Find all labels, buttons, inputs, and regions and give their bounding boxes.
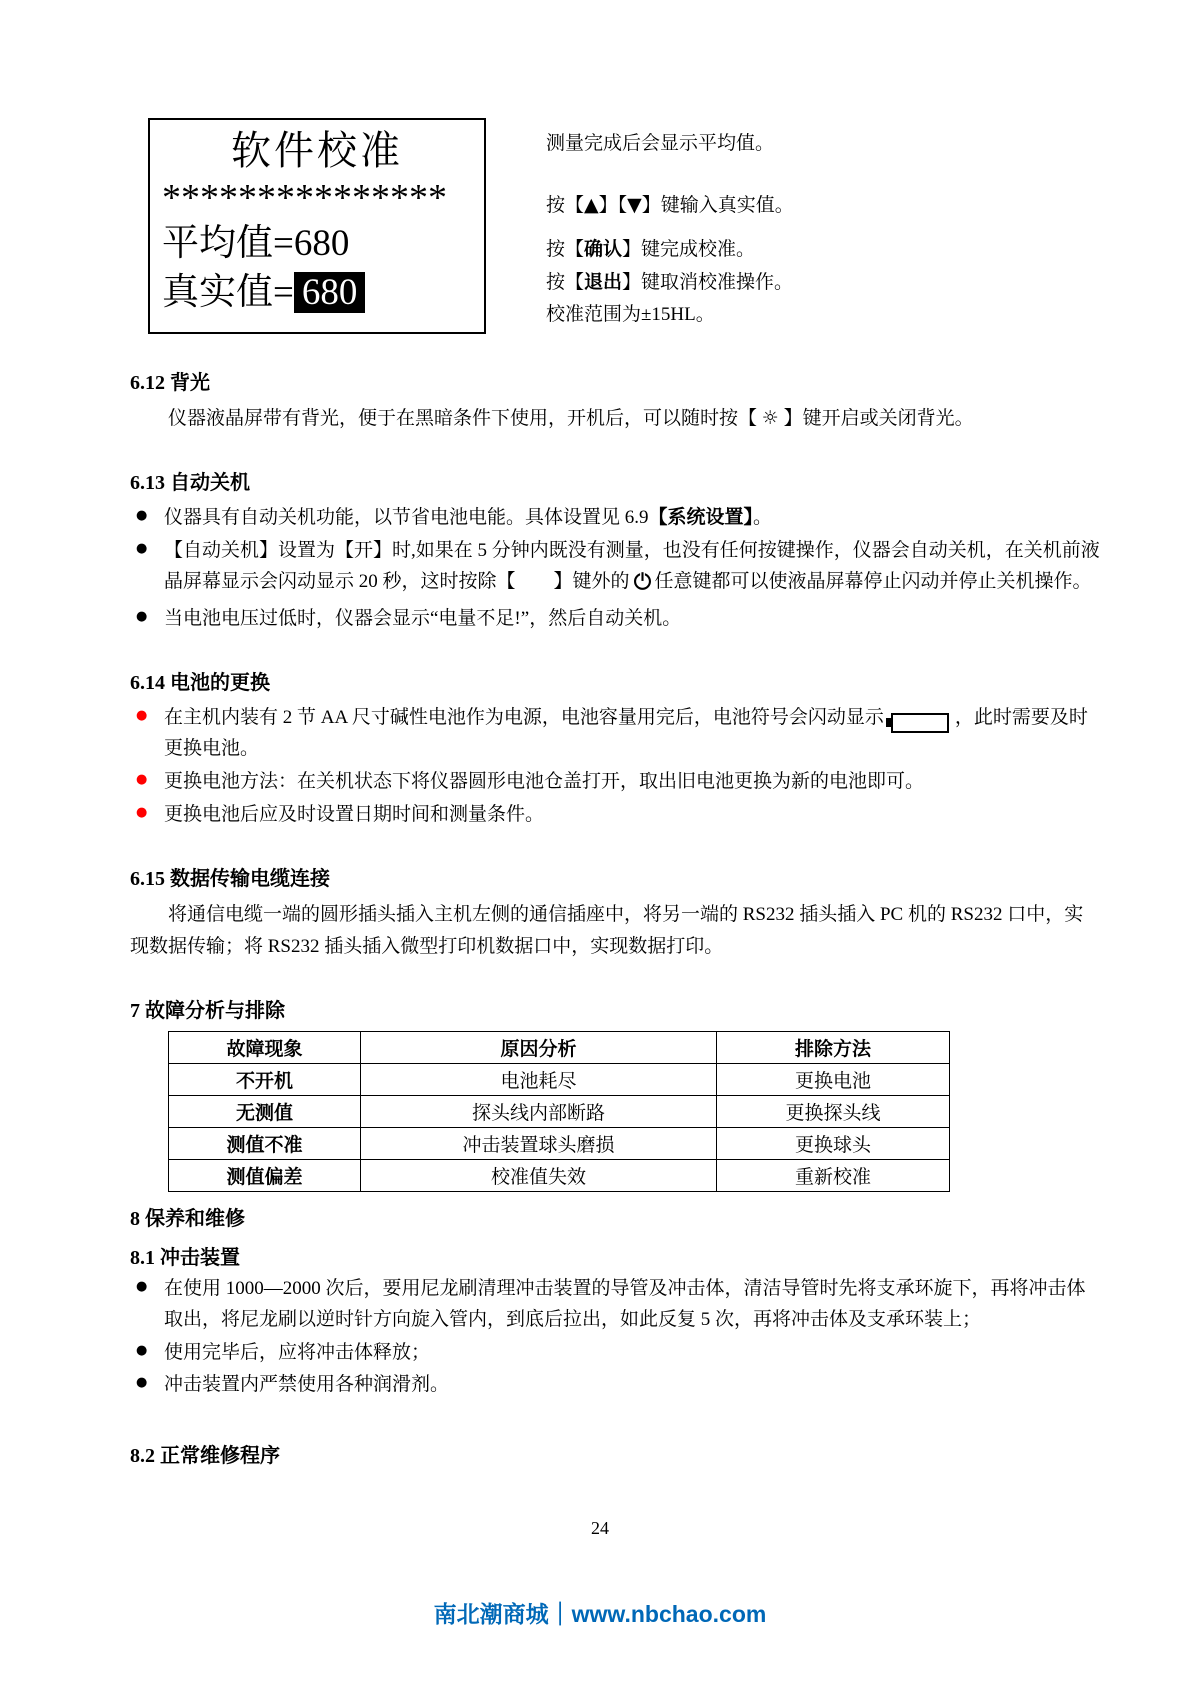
table-header-row xyxy=(169,1032,950,1064)
bullet-icon: ● xyxy=(136,771,148,787)
text-segment: 按【 xyxy=(546,194,585,216)
text-segment: ，此时需要及时更换电池。 xyxy=(164,707,1088,760)
list-item xyxy=(130,703,1100,765)
list-item-text xyxy=(164,503,1100,534)
bullet-icon: ● xyxy=(136,804,148,820)
list-item xyxy=(130,604,1100,635)
list-item xyxy=(130,1338,1100,1369)
section-6-14-heading: 6.14 电池的更换 xyxy=(130,672,270,695)
list-item xyxy=(130,536,1100,602)
list-item-text: 冲击装置内严禁使用各种润滑剂。 xyxy=(164,1374,450,1396)
calibration-instructions xyxy=(546,118,794,334)
lcd-real-value-highlighted: 680 xyxy=(294,272,366,313)
battery-empty-icon xyxy=(886,713,949,733)
list-item-text: 使用完毕后，应将冲击体释放； xyxy=(164,1341,431,1363)
section-6-13-list xyxy=(130,503,1100,634)
instruction-exit-key xyxy=(546,269,794,298)
cell-cause: 冲击装置球头磨损 xyxy=(361,1128,717,1160)
list-item xyxy=(130,767,1100,798)
bullet-icon: ● xyxy=(136,508,148,524)
cell-symptom: 无测值 xyxy=(169,1096,361,1128)
section-8-2-heading: 8.2 正常维修程序 xyxy=(130,1445,280,1468)
instruction-confirm-key xyxy=(546,236,794,265)
section-8-heading: 8 保养和维修 xyxy=(130,1208,245,1231)
lcd-real-label: 真实值= xyxy=(162,271,294,313)
text-segment: 在主机内装有 2 节 AA 尺寸碱性电池作为电源，电池容量用完后，电池符号会闪动显示 xyxy=(164,707,884,729)
calibration-figure xyxy=(148,118,1100,334)
cell-symptom: 测值偏差 xyxy=(169,1160,361,1192)
backlight-icon: ☼ xyxy=(761,407,779,429)
cell-solution: 更换球头 xyxy=(716,1128,949,1160)
list-item xyxy=(130,1274,1100,1336)
text-segment: 任意键都可以使液晶屏幕停止闪动并停止关机操作。 xyxy=(654,570,1092,592)
section-6-12-heading: 6.12 背光 xyxy=(130,372,210,394)
table-row xyxy=(169,1160,950,1192)
text-segment: 】【 xyxy=(598,194,628,216)
cell-solution: 更换电池 xyxy=(716,1064,949,1096)
footer-site-link[interactable]: 南北潮商城｜www.nbchao.com xyxy=(433,1601,767,1627)
page-number: 24 xyxy=(591,1518,609,1538)
table-row xyxy=(169,1096,950,1128)
list-item-text xyxy=(164,703,1100,765)
cell-solution: 重新校准 xyxy=(716,1160,949,1192)
up-arrow-icon: ▲ xyxy=(584,193,599,216)
text-segment: 仪器液晶屏带有背光，便于在黑暗条件下使用，开机后，可以随时按【 xyxy=(168,408,762,429)
lcd-real-line xyxy=(162,269,472,318)
col-header-cause: 原因分析 xyxy=(361,1032,717,1064)
cell-cause: 校准值失效 xyxy=(361,1160,717,1192)
text-segment: 】键开启或关闭背光。 xyxy=(778,408,974,429)
section-6-12-body xyxy=(130,403,1100,434)
table-row xyxy=(169,1128,950,1160)
troubleshooting-table xyxy=(168,1031,950,1192)
down-arrow-icon: ▼ xyxy=(627,193,642,216)
footer-banner xyxy=(0,1596,1200,1629)
lcd-title: 软件校准 xyxy=(231,128,403,173)
section-6-14-list xyxy=(130,703,1100,830)
instruction-arrow-keys xyxy=(546,191,794,221)
bullet-icon: ● xyxy=(136,541,148,557)
text-segment: 】键输入真实值。 xyxy=(641,194,794,216)
lcd-screen xyxy=(148,118,486,334)
confirm-key-label: 确认 xyxy=(584,239,623,260)
bullet-icon: ● xyxy=(136,608,148,624)
section-8-1-list xyxy=(130,1274,1100,1401)
list-item-text: 更换电池方法：在关机状态下将仪器圆形电池仓盖打开，取出旧电池更换为新的电池即可。 xyxy=(164,770,925,792)
instruction-average: 测量完成后会显示平均值。 xyxy=(546,133,775,154)
text-segment: 】键完成校准。 xyxy=(622,239,756,260)
text-segment: 【自动关机】设置为【开】时,如果在 5 分钟内既没有测量，也没有任何按键操作，仪器会自动关机，在关机前液晶屏幕显示会闪动显示 20 秒，这时按除【 】键外的 xyxy=(164,540,1100,592)
section-6-15-heading: 6.15 数据传输电缆连接 xyxy=(130,868,330,891)
exit-key-label: 退出 xyxy=(584,271,623,293)
list-item xyxy=(130,800,1100,831)
cell-symptom: 不开机 xyxy=(169,1064,361,1096)
text-segment: 仪器具有自动关机功能，以节省电池电能。具体设置见 6.9 xyxy=(164,507,649,529)
col-header-solution: 排除方法 xyxy=(716,1032,949,1064)
lcd-stars-row: *************** xyxy=(162,177,447,219)
section-7-heading: 7 故障分析与排除 xyxy=(130,1000,285,1023)
system-settings-ref: 【系统设置】 xyxy=(648,507,754,529)
list-item-text: 更换电池后应及时设置日期时间和测量条件。 xyxy=(164,803,545,825)
cell-symptom: 测值不准 xyxy=(169,1128,361,1160)
list-item xyxy=(130,503,1100,534)
col-header-symptom: 故障现象 xyxy=(169,1032,361,1064)
text-segment: 按【 xyxy=(546,271,585,293)
cell-solution: 更换探头线 xyxy=(716,1096,949,1128)
bullet-icon: ● xyxy=(136,1375,148,1391)
text-segment: 】键取消校准操作。 xyxy=(622,271,794,293)
cell-cause: 电池耗尽 xyxy=(361,1064,717,1096)
list-item xyxy=(130,1370,1100,1401)
section-6-13-heading: 6.13 自动关机 xyxy=(130,472,250,495)
bullet-icon: ● xyxy=(136,1342,148,1358)
power-icon xyxy=(632,570,653,602)
cell-cause: 探头线内部断路 xyxy=(361,1096,717,1128)
bullet-icon: ● xyxy=(136,1279,148,1295)
bullet-icon: ● xyxy=(136,708,148,724)
battery-body xyxy=(891,713,949,733)
section-6-15-body: 将通信电缆一端的圆形插头插入主机左侧的通信插座中，将另一端的 RS232 插头插入 PC 机的 RS232 口中，实现数据传输；将 RS232 插头插入微型打印机数据口中，实现数据打印。 xyxy=(130,904,1084,957)
text-segment: 按【 xyxy=(546,239,585,260)
list-item-text xyxy=(164,536,1100,602)
text-segment: 。 xyxy=(753,507,773,529)
lcd-average-line: 平均值=680 xyxy=(162,223,350,264)
list-item-text: 在使用 1000—2000 次后，要用尼龙刷清理冲击装置的导管及冲击体，清洁导管时先将支承环旋下，再将冲击体取出，将尼龙刷以逆时针方向旋入管内，到底后拉出，如此反复 5 次，再将冲击体及支承环装上； xyxy=(164,1278,1086,1330)
instruction-range: 校准范围为±15HL。 xyxy=(546,304,715,325)
section-8-1-heading: 8.1 冲击装置 xyxy=(130,1247,240,1270)
list-item-text: 当电池电压过低时，仪器会显示“电量不足!”，然后自动关机。 xyxy=(164,607,682,629)
table-row xyxy=(169,1064,950,1096)
